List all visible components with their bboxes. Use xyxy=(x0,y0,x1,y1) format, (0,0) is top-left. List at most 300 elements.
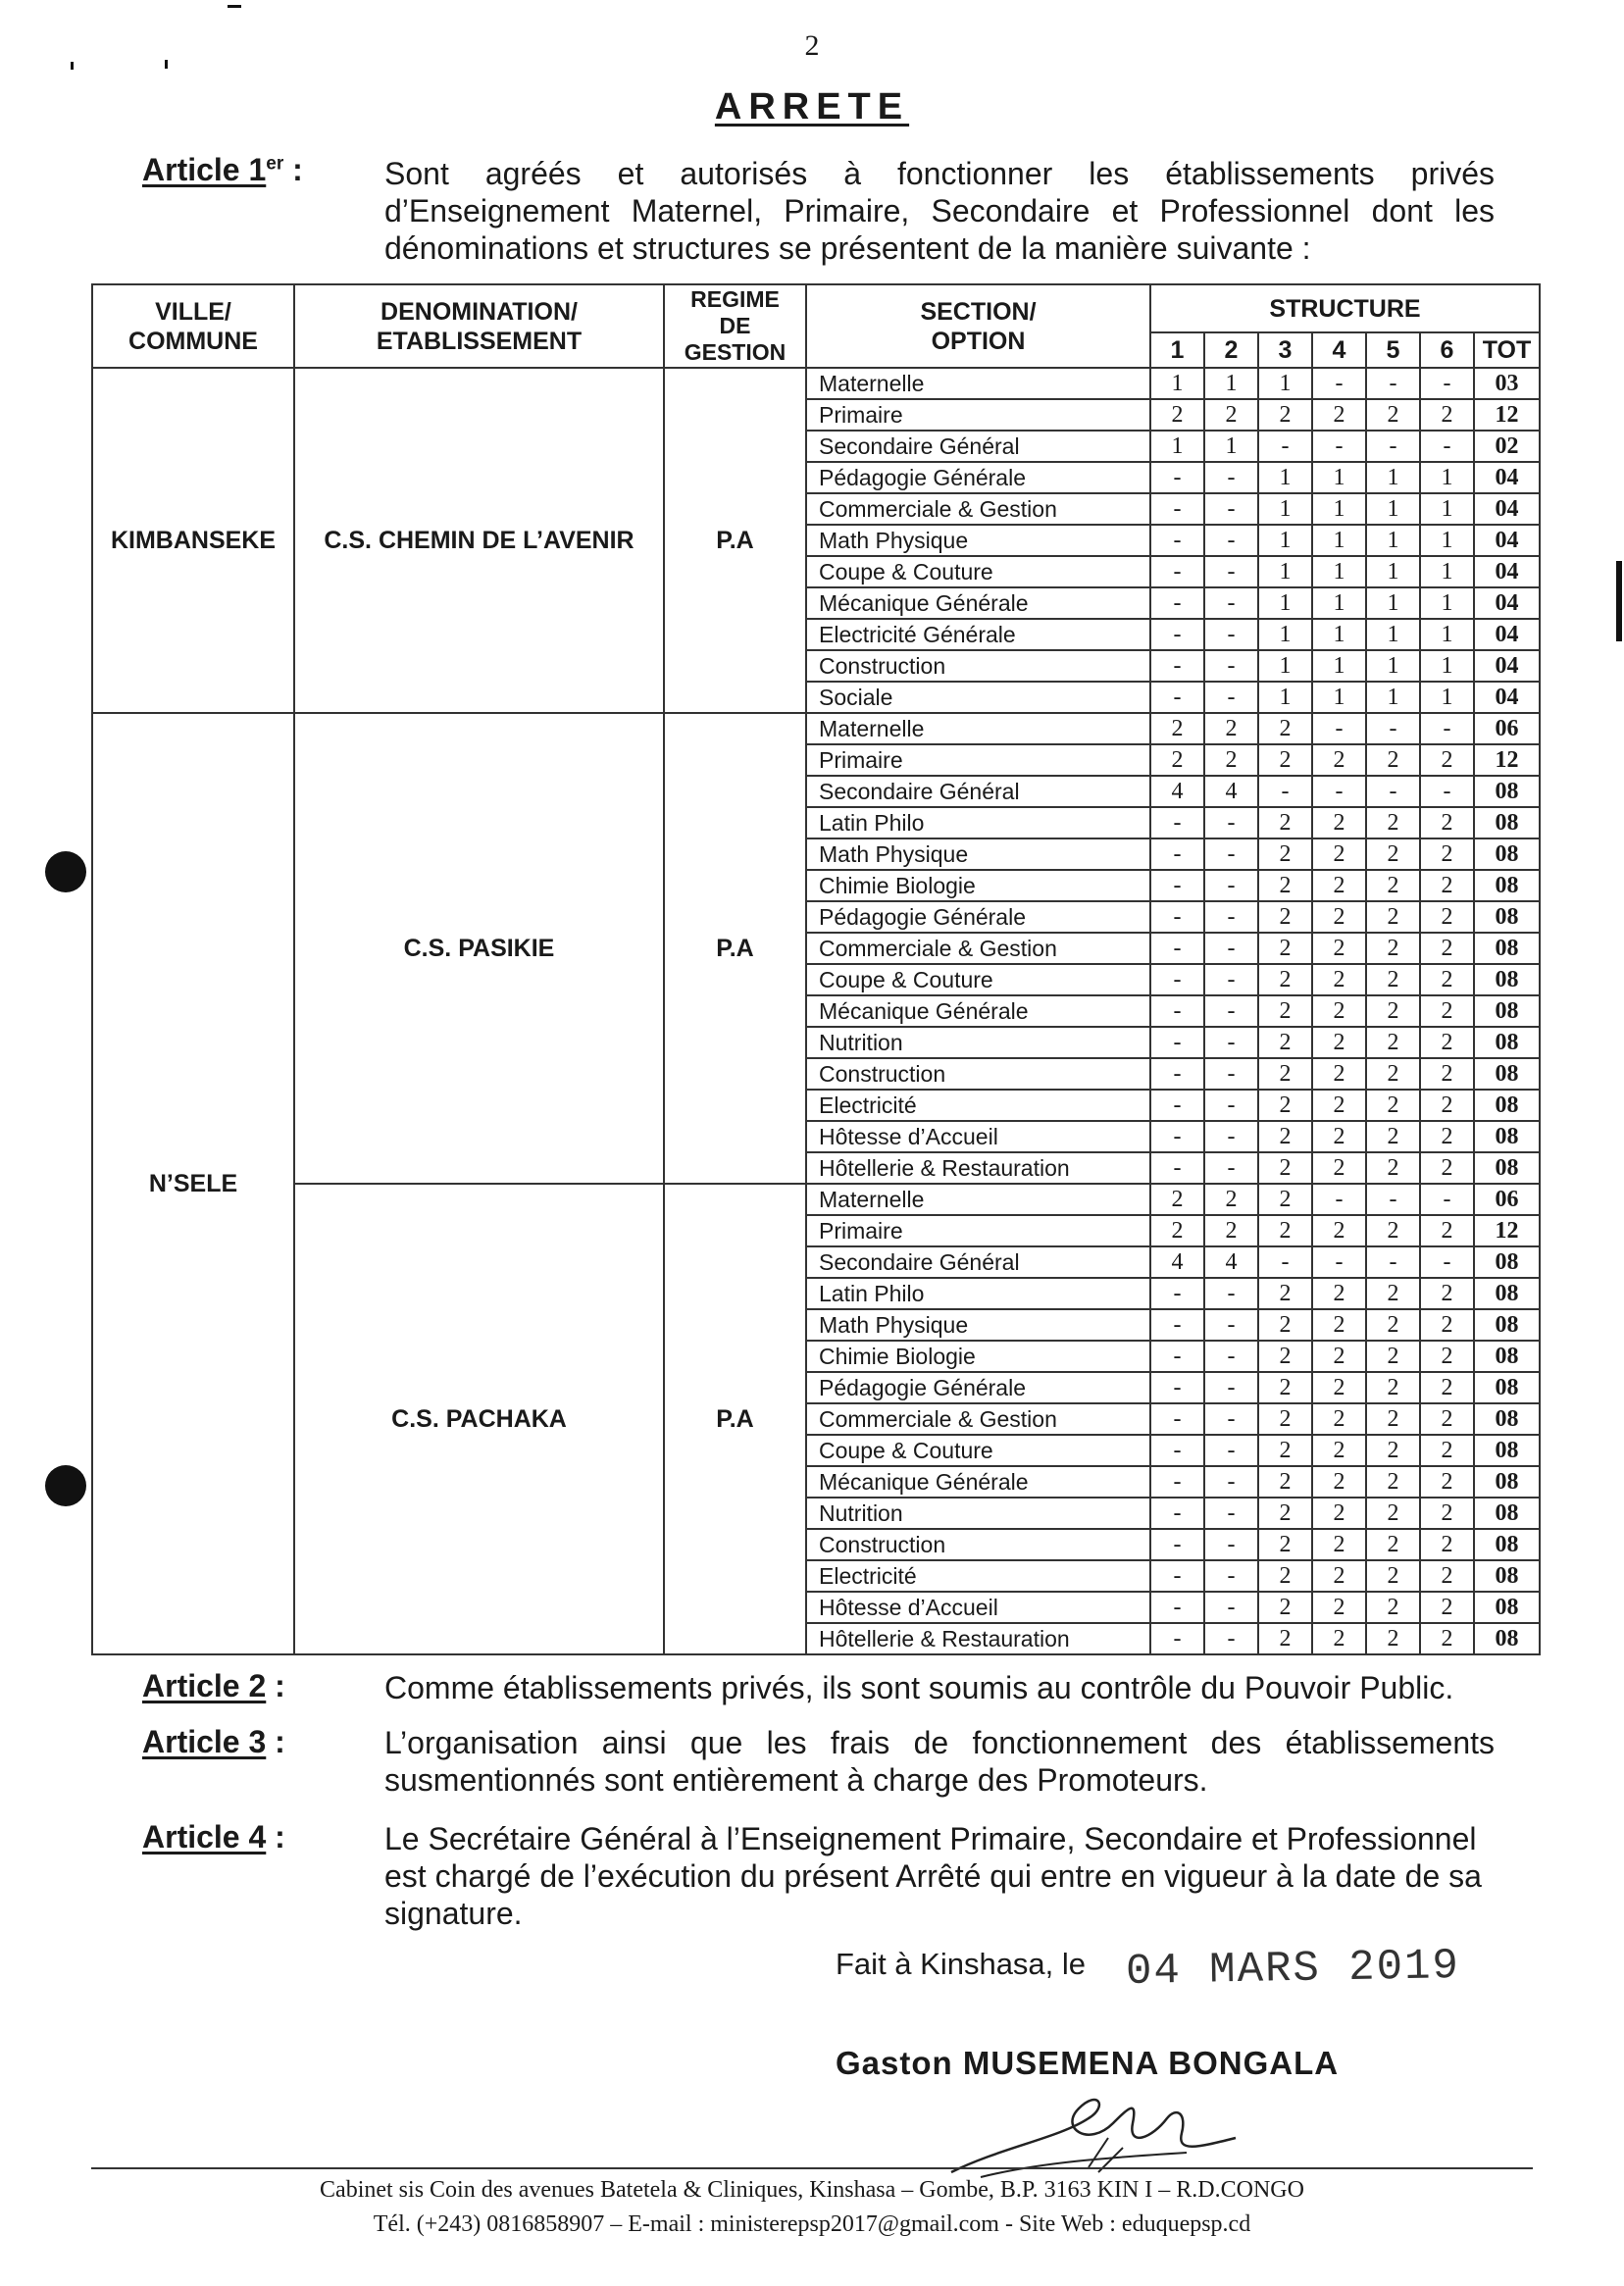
option-cell: Mécanique Générale xyxy=(806,587,1150,619)
level-cell: 2 xyxy=(1366,1623,1420,1654)
level-cell: - xyxy=(1204,587,1258,619)
level-cell: - xyxy=(1150,1152,1204,1184)
option-cell: Coupe & Couture xyxy=(806,556,1150,587)
punch-hole xyxy=(45,1465,86,1506)
header-ville-commune: VILLE/ COMMUNE xyxy=(92,284,294,368)
level-cell: 1 xyxy=(1150,431,1204,462)
level-cell: 2 xyxy=(1312,1592,1366,1623)
article-1-text: Sont agréés et autorisés à fonctionner les établissements privés d’Enseignement Maternel, Primaire, Secondaire et Professionnel dont les dénominations et structures se présentent de la manière suivante : xyxy=(384,156,1495,266)
option-cell: Maternelle xyxy=(806,368,1150,399)
level-cell: 1 xyxy=(1258,368,1312,399)
level-cell: 2 xyxy=(1366,1278,1420,1309)
option-cell: Math Physique xyxy=(806,838,1150,870)
level-cell: - xyxy=(1150,1498,1204,1529)
level-cell: 2 xyxy=(1312,399,1366,431)
level-cell: - xyxy=(1204,525,1258,556)
level-cell: 2 xyxy=(1204,399,1258,431)
level-cell: 2 xyxy=(1312,1215,1366,1246)
level-cell: 2 xyxy=(1312,1278,1366,1309)
level-cell: 2 xyxy=(1366,1215,1420,1246)
level-cell: 2 xyxy=(1258,995,1312,1027)
level-cell: 1 xyxy=(1258,650,1312,682)
level-cell: - xyxy=(1366,1184,1420,1215)
level-cell: - xyxy=(1204,650,1258,682)
total-cell: 08 xyxy=(1474,1090,1540,1121)
level-cell: 2 xyxy=(1366,399,1420,431)
level-cell: - xyxy=(1150,1466,1204,1498)
total-cell: 06 xyxy=(1474,713,1540,744)
level-cell: 2 xyxy=(1258,1215,1312,1246)
level-cell: 2 xyxy=(1366,933,1420,964)
level-cell: 1 xyxy=(1366,619,1420,650)
level-cell: 2 xyxy=(1258,1121,1312,1152)
date-stamp: 04 MARS 2019 xyxy=(1125,1942,1461,1997)
level-cell: 2 xyxy=(1258,713,1312,744)
option-cell: Secondaire Général xyxy=(806,776,1150,807)
level-cell: 1 xyxy=(1258,682,1312,713)
total-cell: 08 xyxy=(1474,1278,1540,1309)
level-cell: 1 xyxy=(1420,619,1474,650)
level-cell: 2 xyxy=(1258,1152,1312,1184)
level-cell: 2 xyxy=(1366,1529,1420,1560)
level-cell: - xyxy=(1150,964,1204,995)
total-cell: 08 xyxy=(1474,870,1540,901)
level-cell: - xyxy=(1150,1372,1204,1403)
scan-mark xyxy=(228,5,241,8)
level-cell: 2 xyxy=(1204,744,1258,776)
level-cell: 2 xyxy=(1258,933,1312,964)
level-cell: 1 xyxy=(1420,556,1474,587)
level-cell: - xyxy=(1312,431,1366,462)
level-cell: 1 xyxy=(1258,587,1312,619)
level-cell: 2 xyxy=(1420,1309,1474,1341)
level-cell: 2 xyxy=(1150,1184,1204,1215)
option-cell: Construction xyxy=(806,650,1150,682)
level-cell: 2 xyxy=(1420,901,1474,933)
level-cell: 2 xyxy=(1150,399,1204,431)
level-cell: 2 xyxy=(1366,1592,1420,1623)
option-cell: Commerciale & Gestion xyxy=(806,1403,1150,1435)
total-cell: 12 xyxy=(1474,1215,1540,1246)
header-regime: REGIME DE GESTION xyxy=(664,284,806,368)
footer-address: Cabinet sis Coin des avenues Batetela & Cliniques, Kinshasa – Gombe, B.P. 3163 KIN I – R.D.CONGO xyxy=(320,2177,1304,2203)
level-cell: 1 xyxy=(1312,682,1366,713)
level-cell: 2 xyxy=(1366,744,1420,776)
article-4-label: Article 4 : xyxy=(142,1819,285,1854)
level-cell: - xyxy=(1204,1341,1258,1372)
total-cell: 04 xyxy=(1474,587,1540,619)
signatory-name: Gaston MUSEMENA BONGALA xyxy=(836,2045,1340,2081)
level-cell: - xyxy=(1312,1246,1366,1278)
level-cell: 2 xyxy=(1420,964,1474,995)
level-cell: 2 xyxy=(1366,1498,1420,1529)
total-cell: 08 xyxy=(1474,1309,1540,1341)
total-cell: 08 xyxy=(1474,933,1540,964)
total-cell: 08 xyxy=(1474,1529,1540,1560)
level-cell: - xyxy=(1204,1435,1258,1466)
level-cell: - xyxy=(1150,1623,1204,1654)
option-cell: Hôtesse d’Accueil xyxy=(806,1592,1150,1623)
level-cell: - xyxy=(1204,1466,1258,1498)
total-cell: 08 xyxy=(1474,995,1540,1027)
level-cell: 1 xyxy=(1312,525,1366,556)
total-cell: 04 xyxy=(1474,619,1540,650)
level-cell: - xyxy=(1312,1184,1366,1215)
level-cell: 2 xyxy=(1258,399,1312,431)
level-cell: 2 xyxy=(1420,1435,1474,1466)
level-cell: - xyxy=(1204,901,1258,933)
option-cell: Coupe & Couture xyxy=(806,964,1150,995)
level-cell: - xyxy=(1420,776,1474,807)
level-cell: 2 xyxy=(1420,1560,1474,1592)
level-cell: - xyxy=(1204,1058,1258,1090)
level-cell: - xyxy=(1366,368,1420,399)
commune-cell: KIMBANSEKE xyxy=(92,368,294,713)
level-cell: - xyxy=(1420,1184,1474,1215)
article-1-superscript: er xyxy=(266,153,284,175)
article-3-text: L’organisation ainsi que les frais de fonctionnement des établissements susmentionnés sont entièrement à charge des Promoteurs. xyxy=(384,1725,1495,1798)
level-cell: 1 xyxy=(1312,462,1366,493)
level-cell: 1 xyxy=(1258,462,1312,493)
level-cell: - xyxy=(1366,431,1420,462)
level-cell: 2 xyxy=(1420,1341,1474,1372)
level-cell: 2 xyxy=(1312,933,1366,964)
level-cell: - xyxy=(1204,556,1258,587)
level-cell: 1 xyxy=(1204,368,1258,399)
level-cell: 2 xyxy=(1420,1152,1474,1184)
level-cell: 2 xyxy=(1366,1435,1420,1466)
total-cell: 08 xyxy=(1474,1498,1540,1529)
level-cell: 1 xyxy=(1420,493,1474,525)
option-cell: Chimie Biologie xyxy=(806,1341,1150,1372)
level-cell: - xyxy=(1420,368,1474,399)
level-cell: 4 xyxy=(1204,776,1258,807)
header-denomination: DENOMINATION/ ETABLISSEMENT xyxy=(294,284,664,368)
level-cell: 2 xyxy=(1420,1466,1474,1498)
level-cell: 2 xyxy=(1420,744,1474,776)
level-cell: - xyxy=(1150,995,1204,1027)
level-cell: - xyxy=(1150,1121,1204,1152)
footer-divider xyxy=(91,2167,1533,2169)
total-cell: 04 xyxy=(1474,462,1540,493)
level-cell: 2 xyxy=(1366,1466,1420,1498)
level-cell: - xyxy=(1150,838,1204,870)
level-cell: - xyxy=(1312,368,1366,399)
level-cell: 2 xyxy=(1312,744,1366,776)
level-cell: 2 xyxy=(1420,933,1474,964)
table-body xyxy=(92,368,1540,1654)
page-number: 2 xyxy=(804,29,820,62)
header-level-3: 3 xyxy=(1258,332,1312,368)
total-cell: 08 xyxy=(1474,1466,1540,1498)
level-cell: - xyxy=(1150,1403,1204,1435)
total-cell: 08 xyxy=(1474,1592,1540,1623)
level-cell: 1 xyxy=(1420,525,1474,556)
level-cell: 2 xyxy=(1312,1027,1366,1058)
level-cell: - xyxy=(1204,870,1258,901)
level-cell: 1 xyxy=(1366,682,1420,713)
level-cell: - xyxy=(1150,1592,1204,1623)
level-cell: 2 xyxy=(1312,1623,1366,1654)
level-cell: 1 xyxy=(1258,493,1312,525)
total-cell: 12 xyxy=(1474,744,1540,776)
level-cell: 1 xyxy=(1258,525,1312,556)
level-cell: - xyxy=(1204,619,1258,650)
total-cell: 08 xyxy=(1474,964,1540,995)
level-cell: 1 xyxy=(1312,619,1366,650)
level-cell: - xyxy=(1366,713,1420,744)
level-cell: 2 xyxy=(1204,713,1258,744)
level-cell: 2 xyxy=(1366,1341,1420,1372)
level-cell: 2 xyxy=(1150,713,1204,744)
level-cell: 2 xyxy=(1258,1498,1312,1529)
level-cell: - xyxy=(1204,995,1258,1027)
commune-cell: N’SELE xyxy=(92,713,294,1654)
total-cell: 08 xyxy=(1474,776,1540,807)
article-2-text: Comme établissements privés, ils sont soumis au contrôle du Pouvoir Public. xyxy=(384,1670,1454,1705)
option-cell: Hôtesse d’Accueil xyxy=(806,1121,1150,1152)
option-cell: Primaire xyxy=(806,1215,1150,1246)
level-cell: - xyxy=(1204,1309,1258,1341)
level-cell: 2 xyxy=(1312,1090,1366,1121)
level-cell: 2 xyxy=(1258,1184,1312,1215)
total-cell: 12 xyxy=(1474,399,1540,431)
option-cell: Primaire xyxy=(806,744,1150,776)
option-cell: Latin Philo xyxy=(806,1278,1150,1309)
total-cell: 08 xyxy=(1474,1560,1540,1592)
level-cell: - xyxy=(1150,525,1204,556)
level-cell: - xyxy=(1150,933,1204,964)
level-cell: 2 xyxy=(1366,870,1420,901)
total-cell: 08 xyxy=(1474,1246,1540,1278)
total-cell: 08 xyxy=(1474,901,1540,933)
level-cell: - xyxy=(1150,462,1204,493)
level-cell: 1 xyxy=(1312,556,1366,587)
level-cell: 2 xyxy=(1420,1090,1474,1121)
option-cell: Maternelle xyxy=(806,1184,1150,1215)
option-cell: Electricité Générale xyxy=(806,619,1150,650)
level-cell: 2 xyxy=(1312,1403,1366,1435)
level-cell: 2 xyxy=(1258,1372,1312,1403)
level-cell: 1 xyxy=(1150,368,1204,399)
level-cell: - xyxy=(1150,1058,1204,1090)
level-cell: - xyxy=(1204,1372,1258,1403)
option-cell: Commerciale & Gestion xyxy=(806,933,1150,964)
level-cell: 1 xyxy=(1420,462,1474,493)
scan-edge-mark xyxy=(1616,561,1622,641)
total-cell: 08 xyxy=(1474,838,1540,870)
regime-cell: P.A xyxy=(664,1184,806,1654)
article-3-label: Article 3 : xyxy=(142,1724,285,1759)
level-cell: 2 xyxy=(1312,1435,1366,1466)
option-cell: Construction xyxy=(806,1058,1150,1090)
total-cell: 04 xyxy=(1474,493,1540,525)
option-cell: Secondaire Général xyxy=(806,431,1150,462)
total-cell: 04 xyxy=(1474,682,1540,713)
level-cell: - xyxy=(1420,1246,1474,1278)
level-cell: 2 xyxy=(1420,1027,1474,1058)
total-cell: 06 xyxy=(1474,1184,1540,1215)
level-cell: 2 xyxy=(1312,807,1366,838)
regime-cell: P.A xyxy=(664,368,806,713)
level-cell: 2 xyxy=(1366,901,1420,933)
level-cell: 1 xyxy=(1366,556,1420,587)
level-cell: 2 xyxy=(1366,807,1420,838)
level-cell: 2 xyxy=(1366,1372,1420,1403)
level-cell: 4 xyxy=(1150,1246,1204,1278)
level-cell: 2 xyxy=(1420,1121,1474,1152)
level-cell: 2 xyxy=(1312,1560,1366,1592)
level-cell: - xyxy=(1204,462,1258,493)
level-cell: 2 xyxy=(1312,901,1366,933)
level-cell: 2 xyxy=(1366,1027,1420,1058)
level-cell: - xyxy=(1150,1027,1204,1058)
level-cell: - xyxy=(1258,1246,1312,1278)
level-cell: 2 xyxy=(1366,1090,1420,1121)
level-cell: 2 xyxy=(1258,1403,1312,1435)
level-cell: - xyxy=(1204,1498,1258,1529)
level-cell: 2 xyxy=(1258,1623,1312,1654)
level-cell: 2 xyxy=(1204,1184,1258,1215)
option-cell: Latin Philo xyxy=(806,807,1150,838)
level-cell: 1 xyxy=(1366,587,1420,619)
establishment-name-cell: C.S. PACHAKA xyxy=(294,1184,664,1654)
level-cell: 1 xyxy=(1420,682,1474,713)
level-cell: - xyxy=(1150,807,1204,838)
total-cell: 04 xyxy=(1474,525,1540,556)
punch-hole xyxy=(45,851,86,892)
level-cell: - xyxy=(1204,1560,1258,1592)
level-cell: 2 xyxy=(1420,995,1474,1027)
level-cell: 2 xyxy=(1258,1560,1312,1592)
level-cell: 2 xyxy=(1258,1435,1312,1466)
option-cell: Maternelle xyxy=(806,713,1150,744)
total-cell: 08 xyxy=(1474,1121,1540,1152)
option-cell: Sociale xyxy=(806,682,1150,713)
level-cell: - xyxy=(1312,776,1366,807)
level-cell: 2 xyxy=(1312,838,1366,870)
total-cell: 08 xyxy=(1474,1403,1540,1435)
level-cell: 2 xyxy=(1420,1403,1474,1435)
level-cell: 2 xyxy=(1258,1592,1312,1623)
header-level-2: 2 xyxy=(1204,332,1258,368)
level-cell: 2 xyxy=(1258,870,1312,901)
total-cell: 08 xyxy=(1474,1623,1540,1654)
level-cell: 2 xyxy=(1420,1529,1474,1560)
footer-contact: Tél. (+243) 0816858907 – E-mail : ministerepsp2017@gmail.com - Site Web : eduquepsp.cd xyxy=(373,2211,1251,2237)
level-cell: 2 xyxy=(1420,838,1474,870)
establishment-name-cell: C.S. PASIKIE xyxy=(294,713,664,1184)
option-cell: Nutrition xyxy=(806,1027,1150,1058)
level-cell: - xyxy=(1150,870,1204,901)
table-row xyxy=(92,713,1540,744)
level-cell: - xyxy=(1420,431,1474,462)
level-cell: - xyxy=(1204,1529,1258,1560)
total-cell: 08 xyxy=(1474,1058,1540,1090)
level-cell: - xyxy=(1204,933,1258,964)
level-cell: - xyxy=(1150,682,1204,713)
level-cell: - xyxy=(1312,713,1366,744)
header-structure: STRUCTURE xyxy=(1150,284,1540,332)
option-cell: Mécanique Générale xyxy=(806,995,1150,1027)
level-cell: 2 xyxy=(1150,744,1204,776)
level-cell: 2 xyxy=(1420,1623,1474,1654)
level-cell: 2 xyxy=(1312,964,1366,995)
level-cell: 1 xyxy=(1366,493,1420,525)
total-cell: 08 xyxy=(1474,1027,1540,1058)
header-level-5: 5 xyxy=(1366,332,1420,368)
header-section-option: SECTION/ OPTION xyxy=(806,284,1150,368)
level-cell: 1 xyxy=(1312,650,1366,682)
header-level-4: 4 xyxy=(1312,332,1366,368)
level-cell: 2 xyxy=(1312,1498,1366,1529)
level-cell: - xyxy=(1150,619,1204,650)
level-cell: 2 xyxy=(1312,1121,1366,1152)
scan-mark xyxy=(71,62,74,70)
level-cell: - xyxy=(1204,1152,1258,1184)
total-cell: 04 xyxy=(1474,556,1540,587)
level-cell: - xyxy=(1150,1309,1204,1341)
option-cell: Electricité xyxy=(806,1560,1150,1592)
level-cell: 1 xyxy=(1366,525,1420,556)
option-cell: Commerciale & Gestion xyxy=(806,493,1150,525)
total-cell: 04 xyxy=(1474,650,1540,682)
place-date-label: Fait à Kinshasa, le xyxy=(836,1947,1087,1981)
total-cell: 08 xyxy=(1474,1435,1540,1466)
total-cell: 02 xyxy=(1474,431,1540,462)
total-cell: 08 xyxy=(1474,1152,1540,1184)
level-cell: 2 xyxy=(1258,1027,1312,1058)
level-cell: 2 xyxy=(1366,1403,1420,1435)
establishment-name-cell: C.S. CHEMIN DE L’AVENIR xyxy=(294,368,664,713)
level-cell: 2 xyxy=(1366,964,1420,995)
level-cell: 2 xyxy=(1312,995,1366,1027)
option-cell: Hôtellerie & Restauration xyxy=(806,1623,1150,1654)
level-cell: 2 xyxy=(1366,1309,1420,1341)
level-cell: - xyxy=(1258,776,1312,807)
option-cell: Primaire xyxy=(806,399,1150,431)
level-cell: 2 xyxy=(1312,1529,1366,1560)
level-cell: - xyxy=(1150,1435,1204,1466)
option-cell: Electricité xyxy=(806,1090,1150,1121)
level-cell: - xyxy=(1150,587,1204,619)
level-cell: 2 xyxy=(1258,964,1312,995)
level-cell: 2 xyxy=(1420,1498,1474,1529)
level-cell: 2 xyxy=(1420,1278,1474,1309)
level-cell: - xyxy=(1150,1341,1204,1372)
level-cell: 2 xyxy=(1312,1466,1366,1498)
level-cell: 2 xyxy=(1366,1121,1420,1152)
level-cell: - xyxy=(1204,1592,1258,1623)
level-cell: 2 xyxy=(1204,1215,1258,1246)
level-cell: - xyxy=(1204,1121,1258,1152)
option-cell: Math Physique xyxy=(806,525,1150,556)
level-cell: 1 xyxy=(1258,556,1312,587)
level-cell: 1 xyxy=(1312,587,1366,619)
level-cell: 1 xyxy=(1204,431,1258,462)
level-cell: - xyxy=(1204,1027,1258,1058)
option-cell: Construction xyxy=(806,1529,1150,1560)
article-4-text: Le Secrétaire Général à l’Enseignement Primaire, Secondaire et Professionnel est chargé de l’exécution du présent Arrêté qui entre en vigueur à la date de sa signature. xyxy=(384,1821,1482,1931)
level-cell: 1 xyxy=(1312,493,1366,525)
level-cell: 2 xyxy=(1258,1529,1312,1560)
level-cell: - xyxy=(1204,838,1258,870)
header-total: TOT xyxy=(1474,332,1540,368)
level-cell: 2 xyxy=(1258,807,1312,838)
page-title: ARRETE xyxy=(714,86,910,127)
level-cell: 2 xyxy=(1258,1466,1312,1498)
level-cell: 2 xyxy=(1258,838,1312,870)
